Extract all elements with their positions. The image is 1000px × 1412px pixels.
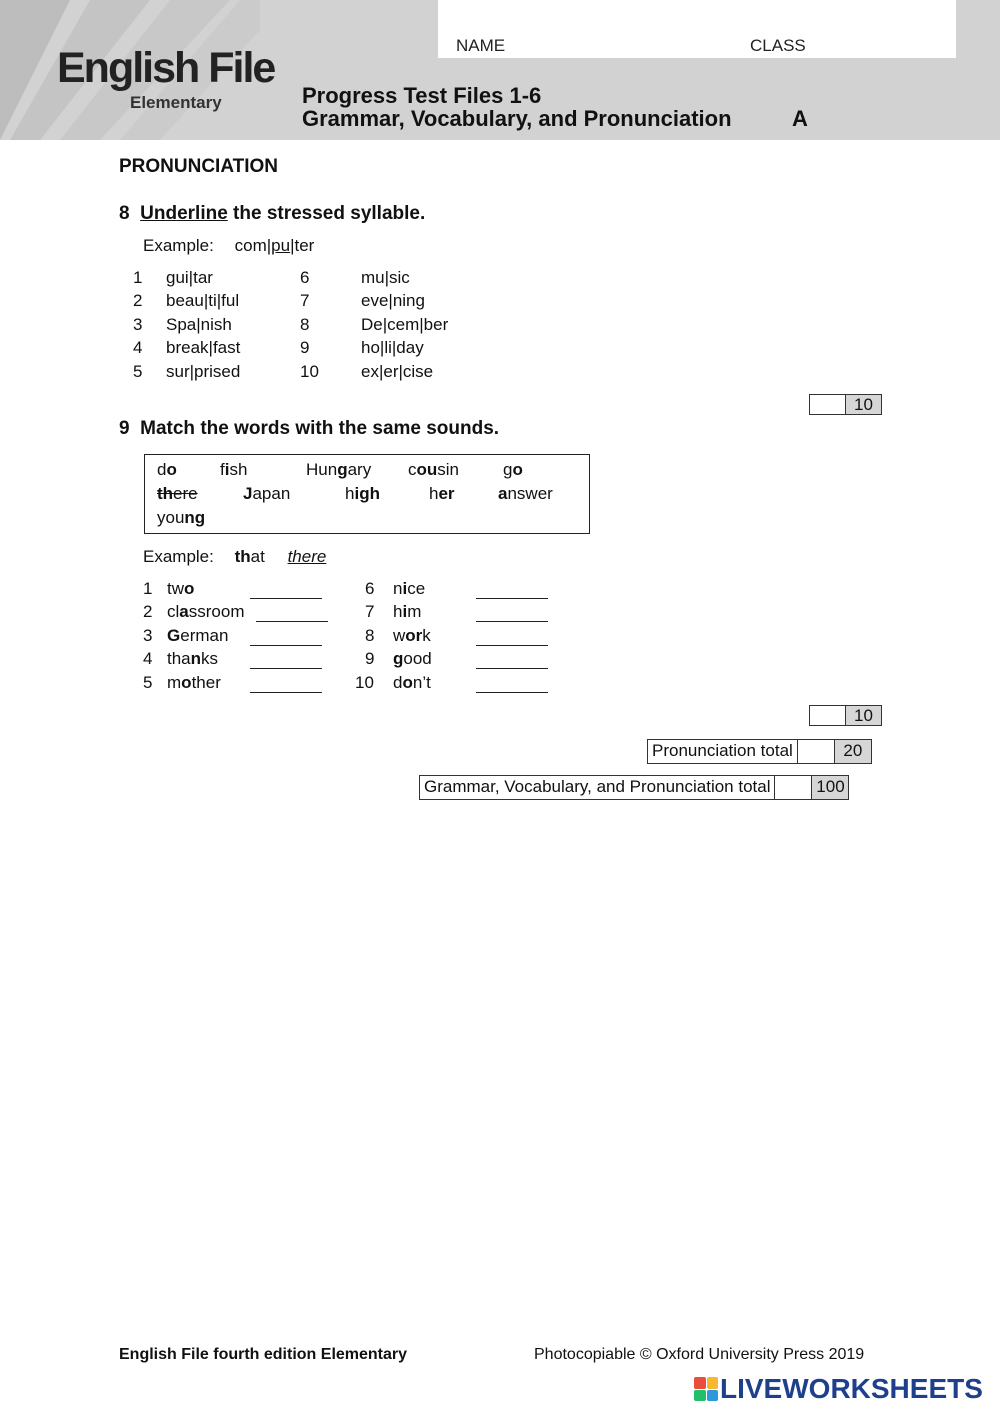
q9-item-num: 9 (365, 649, 375, 668)
q9-item-word: work (393, 626, 431, 645)
q9-answer-blank[interactable] (476, 621, 548, 622)
q9-item-word: classroom (167, 602, 245, 621)
q9-item-word: two (167, 579, 195, 598)
pronunciation-total-row (647, 739, 872, 764)
pronunciation-total-label: Pronunciation total (648, 740, 798, 763)
footer-copyright: Photocopiable © Oxford University Press 2019 (534, 1346, 865, 1363)
logo-title: English File (57, 44, 275, 92)
q8-item-num: 6 (300, 268, 310, 287)
q8-item-word[interactable]: beau|ti|ful (166, 291, 240, 310)
example-word-stress: pu (271, 236, 291, 255)
q9-item-num: 10 (355, 673, 374, 692)
q8-item-num: 9 (300, 338, 310, 357)
q9-item-num: 4 (143, 649, 153, 668)
q9-answer-blank[interactable] (476, 598, 548, 599)
q8-item-num: 8 (300, 315, 310, 334)
question-8-number: 8 (119, 203, 130, 224)
test-version: A (792, 106, 808, 131)
q9-score-input[interactable] (810, 706, 845, 725)
q9-answer-blank[interactable] (476, 692, 548, 693)
q8-item-word[interactable]: ex|er|cise (361, 362, 434, 381)
example-bold: th (234, 547, 251, 566)
q9-item-num: 1 (143, 579, 153, 598)
word-bank-word[interactable]: do (157, 460, 177, 479)
q8-score-input[interactable] (810, 395, 845, 414)
word-bank-word[interactable]: go (503, 460, 523, 479)
q9-item-word: him (393, 602, 422, 621)
q9-answer-blank[interactable] (250, 692, 322, 693)
liveworksheets-wordmark: LIVEWORKSHEETS (720, 1373, 983, 1404)
logo-subtitle: Elementary (130, 93, 222, 112)
q9-item-word: good (393, 649, 432, 668)
q8-item-word[interactable]: mu|sic (361, 268, 410, 287)
question-8-instruction-verb: Underline (140, 203, 228, 224)
word-bank-word[interactable]: answer (498, 484, 553, 503)
q8-item-word[interactable]: De|cem|ber (361, 315, 449, 334)
example-answer: there (287, 547, 327, 566)
q8-item-word[interactable]: gui|tar (166, 268, 213, 287)
q8-score-box (809, 394, 882, 415)
q8-item-num: 5 (133, 362, 143, 381)
q9-item-word: don’t (393, 673, 431, 692)
word-bank-word[interactable]: Hungary (306, 460, 372, 479)
question-8-instruction-rest: the stressed syllable. (227, 203, 426, 224)
q8-item-word[interactable]: Spa|nish (166, 315, 232, 334)
word-bank-word[interactable]: fish (220, 460, 248, 479)
q8-item-num: 10 (300, 362, 319, 381)
question-9-instruction: Match the words with the same sounds. (140, 418, 500, 439)
q9-answer-blank[interactable] (476, 668, 548, 669)
overall-total-input[interactable] (775, 776, 811, 799)
example-rest: at (250, 547, 265, 566)
question-8-example (143, 236, 314, 256)
q9-answer-blank[interactable] (476, 645, 548, 646)
q9-score-max: 10 (845, 706, 881, 725)
word-bank-word[interactable]: high (345, 484, 380, 503)
q8-item-num: 4 (133, 338, 143, 357)
word-bank-word-used[interactable]: there (157, 484, 198, 503)
q9-item-num: 7 (365, 602, 375, 621)
q8-item-word[interactable]: sur|prised (166, 362, 241, 381)
name-class-box (438, 0, 956, 58)
word-bank-word[interactable]: young (157, 508, 206, 527)
q9-score-box (809, 705, 882, 726)
q8-item-num: 3 (133, 315, 143, 334)
q9-item-num: 2 (143, 602, 153, 621)
pronunciation-total-input[interactable] (798, 740, 834, 763)
word-bank-word[interactable]: Japan (243, 484, 291, 503)
q8-item-num: 1 (133, 268, 143, 287)
q9-item-num: 6 (365, 579, 375, 598)
q8-item-word[interactable]: eve|ning (361, 291, 425, 310)
q8-item-word[interactable]: ho|li|day (361, 338, 424, 357)
class-label: CLASS (750, 36, 806, 55)
example-label: Example: (143, 236, 214, 255)
test-subtitle: Grammar, Vocabulary, and Pronunciation (302, 106, 732, 131)
name-label: NAME (456, 36, 506, 55)
q9-item-word: nice (393, 579, 426, 598)
overall-total-max: 100 (811, 776, 848, 799)
q9-answer-blank[interactable] (250, 668, 322, 669)
overall-total-row (419, 775, 849, 800)
word-bank-word[interactable]: her (429, 484, 455, 503)
pronunciation-total-max: 20 (834, 740, 871, 763)
q9-item-word: German (167, 626, 229, 645)
q9-item-word: mother (167, 673, 221, 692)
footer-edition: English File fourth edition Elementary (119, 1346, 408, 1363)
word-bank-word[interactable]: cousin (408, 460, 460, 479)
overall-total-label: Grammar, Vocabulary, and Pronunciation total (420, 776, 775, 799)
liveworksheets-icon (694, 1377, 718, 1401)
test-title: Progress Test Files 1-6 (302, 83, 542, 108)
question-9-heading (119, 418, 499, 440)
q9-item-num: 5 (143, 673, 153, 692)
question-8-heading (119, 203, 425, 225)
q9-item-num: 8 (365, 626, 375, 645)
liveworksheets-logo[interactable] (694, 1373, 983, 1405)
q9-item-num: 3 (143, 626, 153, 645)
section-title: PRONUNCIATION (119, 156, 279, 177)
q9-answer-blank[interactable] (250, 645, 322, 646)
q9-answer-blank[interactable] (250, 598, 322, 599)
example-label: Example: (143, 547, 214, 566)
q9-item-word: thanks (167, 649, 219, 668)
question-9-example (143, 547, 326, 567)
q9-answer-blank[interactable] (256, 621, 328, 622)
question-9-number: 9 (119, 418, 130, 439)
q8-score-max: 10 (845, 395, 881, 414)
q8-item-num: 2 (133, 291, 143, 310)
q8-item-word[interactable]: break|fast (166, 338, 241, 357)
example-word-post: |ter (290, 236, 315, 255)
q8-item-num: 7 (300, 291, 310, 310)
example-word-pre: com| (234, 236, 272, 255)
